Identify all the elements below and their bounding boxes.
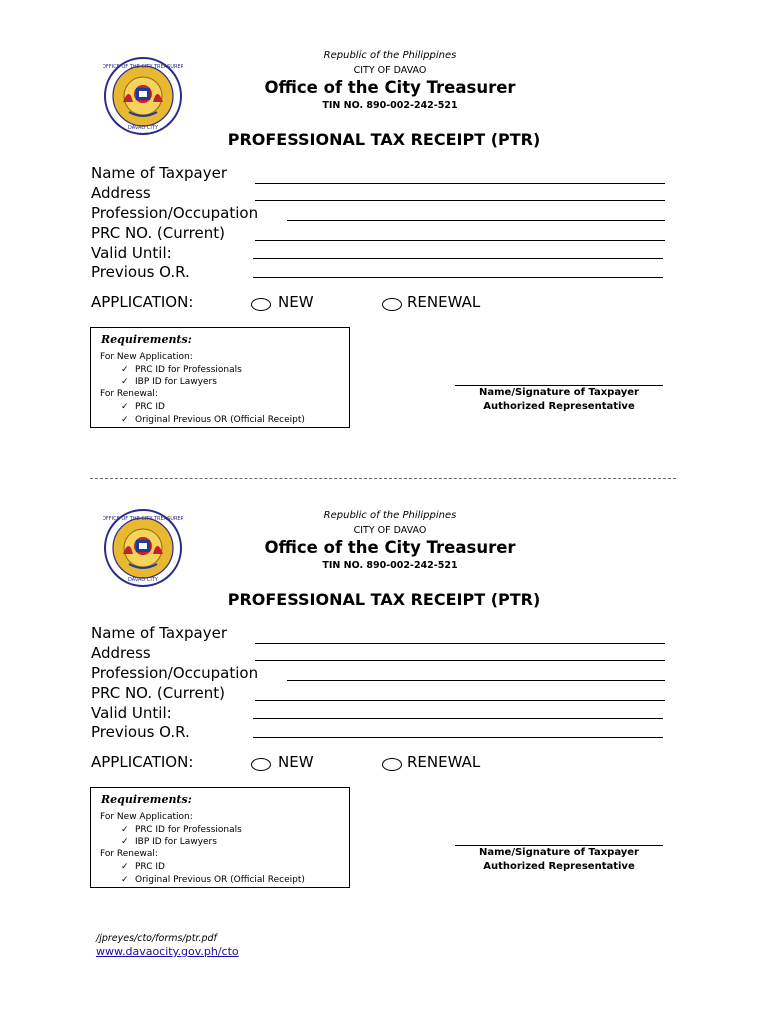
signature-field[interactable] <box>455 385 663 386</box>
footer-file-path: /jpreyes/cto/forms/ptr.pdf <box>96 933 217 944</box>
signature-label: Name/Signature of Taxpayer <box>479 387 639 398</box>
previous-or-label: Previous O.R. <box>91 723 190 741</box>
name-field[interactable] <box>255 643 665 644</box>
office-title: Office of the City Treasurer <box>264 538 516 557</box>
renewal-label: RENEWAL <box>407 293 481 311</box>
ptr-form-bottom <box>0 500 768 960</box>
signature-field[interactable] <box>455 845 663 846</box>
republic-text: Republic of the Philippines <box>323 510 457 521</box>
signature-label: Name/Signature of Taxpayer <box>479 847 639 858</box>
address-label: Address <box>91 644 151 662</box>
renewal-radio[interactable] <box>382 298 402 311</box>
address-field[interactable] <box>255 660 665 661</box>
address-label: Address <box>91 184 151 202</box>
requirements-title: Requirements: <box>101 333 192 346</box>
seal-bottom-text: DAVAO CITY <box>128 125 158 131</box>
form-title: PROFESSIONAL TAX RECEIPT (PTR) <box>227 590 541 609</box>
application-label: APPLICATION: <box>91 753 194 771</box>
profession-field[interactable] <box>287 220 665 221</box>
requirements-box <box>90 327 350 428</box>
requirements-box <box>90 787 350 888</box>
renewal-heading: For Renewal: <box>100 389 158 399</box>
valid-until-field[interactable] <box>253 718 663 719</box>
requirement-item: ✓ IBP ID for Lawyers <box>121 837 217 847</box>
renewal-radio[interactable] <box>382 758 402 771</box>
footer-website-link[interactable]: www.davaocity.gov.ph/cto <box>96 945 239 958</box>
profession-field[interactable] <box>287 680 665 681</box>
prc-field[interactable] <box>255 700 665 701</box>
profession-label: Profession/Occupation <box>91 664 259 682</box>
check-icon: ✓ <box>121 402 129 412</box>
valid-until-label: Valid Until: <box>91 704 172 722</box>
requirements-title: Requirements: <box>101 793 192 806</box>
representative-label: Authorized Representative <box>483 401 635 412</box>
profession-label: Profession/Occupation <box>91 204 259 222</box>
tin-text: TIN NO. 890-002-242-521 <box>322 560 458 571</box>
requirement-item: ✓ Original Previous OR (Official Receipt) <box>121 415 305 425</box>
office-title: Office of the City Treasurer <box>264 78 516 97</box>
name-label: Name of Taxpayer <box>91 624 227 642</box>
requirement-item: ✓ PRC ID for Professionals <box>121 365 242 375</box>
name-field[interactable] <box>255 183 665 184</box>
tin-text: TIN NO. 890-002-242-521 <box>322 100 458 111</box>
prc-field[interactable] <box>255 240 665 241</box>
requirement-item: ✓ Original Previous OR (Official Receipt) <box>121 875 305 885</box>
city-seal-icon <box>103 508 183 588</box>
renewal-heading: For Renewal: <box>100 849 158 859</box>
requirement-item: ✓ IBP ID for Lawyers <box>121 377 217 387</box>
requirement-item: ✓ PRC ID <box>121 862 165 872</box>
prc-label: PRC NO. (Current) <box>91 224 225 242</box>
valid-until-field[interactable] <box>253 258 663 259</box>
new-application-heading: For New Application: <box>100 352 193 362</box>
renewal-label: RENEWAL <box>407 753 481 771</box>
check-icon: ✓ <box>121 415 129 425</box>
name-label: Name of Taxpayer <box>91 164 227 182</box>
city-text: CITY OF DAVAO <box>353 525 427 536</box>
representative-label: Authorized Representative <box>483 861 635 872</box>
new-label: NEW <box>278 753 314 771</box>
new-label: NEW <box>278 293 314 311</box>
city-text: CITY OF DAVAO <box>353 65 427 76</box>
application-label: APPLICATION: <box>91 293 194 311</box>
check-icon: ✓ <box>121 862 129 872</box>
valid-until-label: Valid Until: <box>91 244 172 262</box>
new-application-heading: For New Application: <box>100 812 193 822</box>
seal-ring-text: OFFICE OF THE CITY TREASURER <box>103 516 183 522</box>
seal-ring-text: OFFICE OF THE CITY TREASURER <box>103 64 183 70</box>
previous-or-label: Previous O.R. <box>91 263 190 281</box>
new-radio[interactable] <box>251 758 271 771</box>
check-icon: ✓ <box>121 837 129 847</box>
check-icon: ✓ <box>121 875 129 885</box>
check-icon: ✓ <box>121 365 129 375</box>
form-title: PROFESSIONAL TAX RECEIPT (PTR) <box>227 130 541 149</box>
cut-line-divider <box>90 478 676 479</box>
republic-text: Republic of the Philippines <box>323 50 457 61</box>
check-icon: ✓ <box>121 825 129 835</box>
address-field[interactable] <box>255 200 665 201</box>
requirement-item: ✓ PRC ID for Professionals <box>121 825 242 835</box>
city-seal-icon <box>103 56 183 136</box>
requirement-item: ✓ PRC ID <box>121 402 165 412</box>
seal-bottom-text: DAVAO CITY <box>128 577 158 583</box>
ptr-form-top <box>0 40 768 500</box>
prc-label: PRC NO. (Current) <box>91 684 225 702</box>
previous-or-field[interactable] <box>253 277 663 278</box>
check-icon: ✓ <box>121 377 129 387</box>
previous-or-field[interactable] <box>253 737 663 738</box>
new-radio[interactable] <box>251 298 271 311</box>
